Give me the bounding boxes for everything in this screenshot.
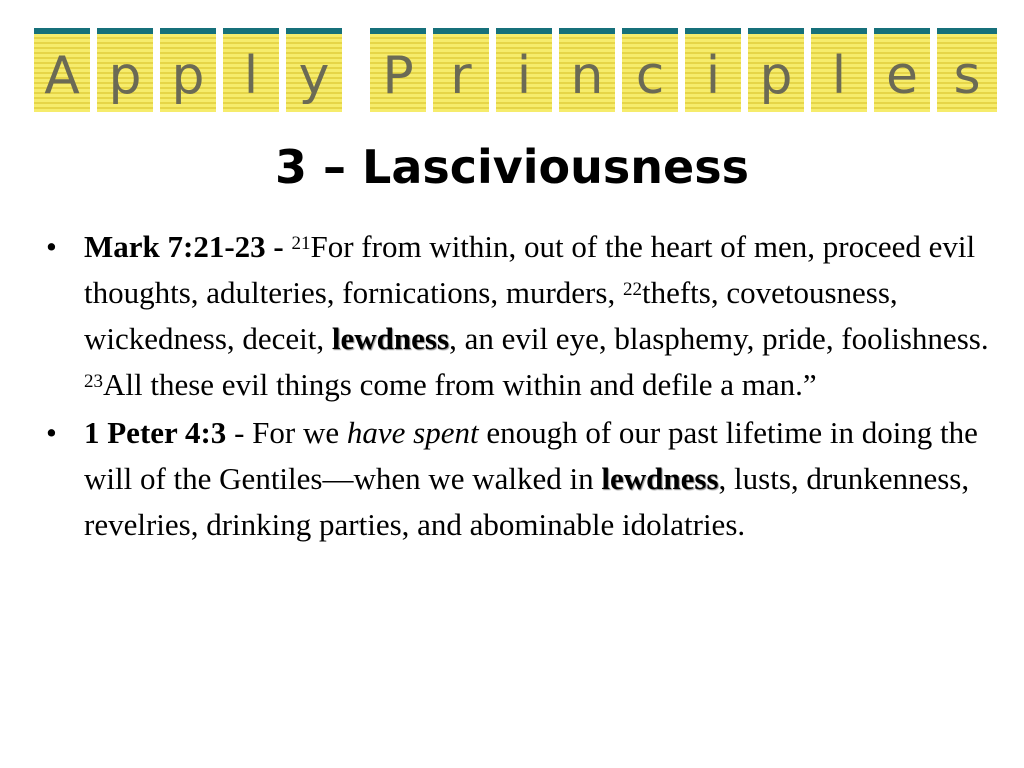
banner-tile [748, 28, 804, 112]
banner-tile [286, 28, 342, 112]
banner-tile [160, 28, 216, 112]
scripture-reference: 1 Peter 4:3 [84, 415, 227, 450]
scripture-reference: Mark 7:21-23 - [84, 229, 284, 264]
banner-tile [496, 28, 552, 112]
banner-tile [559, 28, 615, 112]
banner-letter: p [108, 46, 142, 106]
banner-tile [223, 28, 279, 112]
banner-letter: n [570, 46, 604, 106]
verse-text: , an evil eye, blasphemy, pride, foolishness. [449, 321, 989, 356]
italic-phrase: have spent [346, 415, 479, 450]
banner-tile [433, 28, 489, 112]
verse-text: For from within, out of the heart of men, proceed evil thoughts, adulteries, fornications, murders, [84, 229, 976, 310]
banner-letter: p [171, 46, 205, 106]
banner-tile [685, 28, 741, 112]
banner-letter: s [953, 46, 981, 106]
verse-number: 23 [84, 371, 103, 392]
banner-letter: e [886, 46, 918, 106]
verse-text: enough of our past lifetime in doing the will of the Gentiles—when we walked in [84, 415, 978, 496]
banner-letter: A [44, 46, 80, 106]
banner-tile [937, 28, 997, 112]
bullet-item-peter [40, 410, 1020, 548]
bullet-dot: • [46, 415, 57, 450]
slide-title: 3 – Lasciviousness [275, 140, 749, 194]
banner-tile [370, 28, 426, 112]
emphasized-word: lewdness [601, 461, 719, 496]
banner-letter: l [243, 46, 259, 106]
bullet-list [40, 224, 1020, 550]
verse-text: , lusts, drunkenness, revelries, drinking parties, and abominable idolatries. [84, 461, 970, 542]
verse-number: 22 [622, 279, 642, 300]
banner-letter: l [831, 46, 847, 106]
verse-number: 21 [291, 233, 311, 254]
bullet-item-mark [40, 224, 1020, 408]
banner-tile [34, 28, 90, 112]
apply-principles-banner [34, 28, 1000, 112]
banner-tile [622, 28, 678, 112]
bullet-dot: • [46, 229, 57, 264]
verse-text: thefts, covetousness, wickedness, deceit, [84, 275, 898, 356]
banner-letter: i [705, 46, 721, 106]
banner-letter: p [759, 46, 793, 106]
verse-text: - For we [234, 415, 340, 450]
emphasized-word: lewdness [331, 321, 450, 356]
banner-tile [874, 28, 930, 112]
verse-text: All these evil things come from within and defile a man.” [103, 367, 817, 402]
banner-letter: c [635, 46, 665, 106]
banner-letter: y [298, 46, 330, 106]
banner-letter: P [382, 46, 414, 106]
banner-letter: r [450, 46, 472, 106]
banner-tile [97, 28, 153, 112]
banner-tile [811, 28, 867, 112]
banner-letter: i [516, 46, 532, 106]
